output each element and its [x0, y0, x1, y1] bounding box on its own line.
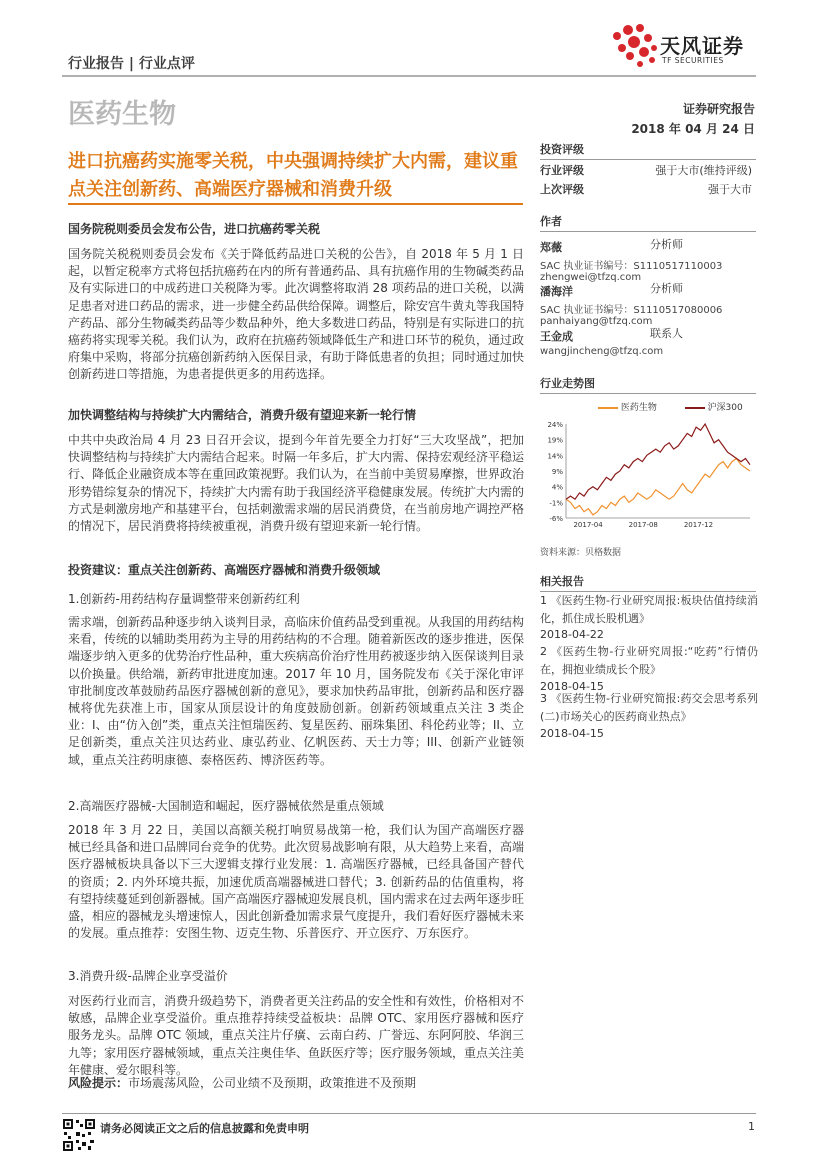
related-report-link[interactable]: 3 《医药生物-行业研究简报:药交会思考系列(二)市场关心的医药商业热点》	[540, 692, 758, 723]
related-report-date: 2018-04-15	[540, 680, 604, 693]
x-tick-label: 2017-08	[628, 521, 658, 529]
legend-swatch	[685, 407, 705, 409]
author-role: 分析师	[650, 282, 683, 295]
author-block	[540, 280, 756, 327]
authors-title: 作者	[540, 213, 756, 232]
risk-label: 风险提示：	[68, 1076, 129, 1090]
author-email[interactable]: zhengwei@tfzq.com	[540, 272, 642, 283]
chart-source: 资料来源：贝格数据	[540, 548, 622, 558]
related-report-date: 2018-04-22	[540, 628, 604, 641]
trend-title: 行业走势图	[540, 375, 756, 394]
y-tick-label: 9%	[551, 468, 563, 476]
report-date: 2018 年 04 月 24 日	[631, 122, 755, 136]
y-tick-label: 19%	[547, 436, 563, 445]
risk-text: 市场震荡风险，公司业绩不及预期，政策推进不及预期	[128, 1076, 417, 1090]
subsection-title: 3.消费升级-品牌企业享受溢价	[68, 969, 228, 983]
page-number: 1	[748, 1120, 755, 1133]
author-cert: SAC 执业证书编号：S1110517110003	[540, 261, 723, 272]
header-divider	[62, 75, 756, 77]
section-title: 国务院税则委员会发布公告，进口抗癌药零关税	[68, 222, 321, 236]
paragraph: 需求端，创新药品种逐步纳入谈判目录，高临床价值药品受到重视。从我国的用药结构来看，传统的以辅助类用药为主导的用药结构的不合理。随着新医改的逐步推进，医保端逐步纳入更多的优势治疗性品种，重大疾病高价治疗性用药被逐步纳入医保谈判目录以价换量。供给端，新药审批进度加速。2017 年 10 月，国务院发布《关于深化审评审批制度改革鼓励药品医疗器械创新的意见》，要求加快药品审批，创新药品和医疗器械将优先获准上市，国家从顶层设计的角度鼓励创新。创新药领域重点关注 3 类企业：I、由“仿入创”类，重点关注恒瑞医药、复星医药、丽珠集团、科伦药业等；II、立足创新类，重点关注贝达药业、康弘药业、亿帆医药、天士力等；III、创新产业链领域，重点关注药明康德、泰格医药、博济医药等。	[68, 615, 525, 767]
brand-name-en: TF SECURITIES	[662, 56, 724, 65]
author-role: 分析师	[650, 238, 683, 251]
rating-title: 投资评级	[540, 141, 756, 160]
author-block	[540, 325, 756, 357]
industry-rating-value: 强于大市(维持评级)	[655, 164, 752, 177]
y-tick-label: -6%	[549, 515, 563, 523]
paragraph: 国务院关税税则委员会发布《关于降低药品进口关税的公告》，自 2018 年 5 月 1 日起，以暂定税率方式将包括抗癌药在内的所有普通药品、具有抗癌作用的生物碱类药品及有实际进口的中成药进口关税降为零。此次调整将取消 28 项药品的进口关税，以满足患者对进口药品的需求，进一步健全药品供给保障。调整后，除安宫牛黄丸等我国特产药品、部分生物碱类药品等少数品种外，绝大多数进口药品，特别是有实际进口的抗癌药将实现零关税。我们认为，政府在抗癌药领域降低生产和进口环节的税负，通过政府集中采购，将部分抗癌创新药纳入医保目录，有助于降低患者的负担；同时通过加快创新药进口等措施，为患者提供更多的用药选择。	[68, 247, 525, 382]
y-tick-label: 4%	[551, 483, 563, 492]
trend-chart	[540, 418, 756, 540]
subsection-title: 2.高端医疗器械-大国制造和崛起，医疗器械依然是重点领域	[68, 799, 384, 813]
related-report-date: 2018-04-15	[540, 727, 604, 740]
prev-rating-value: 强于大市	[708, 183, 752, 196]
legend-label: 医药生物	[620, 403, 657, 413]
brand-name: 天风证券	[660, 34, 744, 58]
author-role: 联系人	[650, 327, 683, 340]
x-tick-label: 2017-04	[573, 521, 603, 529]
y-tick-label: -1%	[549, 499, 563, 508]
sector-title: 医药生物	[68, 99, 176, 130]
y-tick-label: 14%	[547, 452, 563, 461]
author-block	[540, 236, 756, 283]
risk-note	[68, 1075, 524, 1092]
chart-legend	[598, 400, 743, 413]
industry-rating-label: 行业评级	[540, 164, 584, 177]
prev-rating-label: 上次评级	[540, 183, 584, 196]
paragraph: 2018 年 3 月 22 日，美国以高额关税打响贸易战第一枪，我们认为国产高端医疗器械已经具备和进口品牌同台竞争的优势。此次贸易战影响有限，从大趋势上来看，高端医疗器械板块具备以下三大逻辑支撑行业发展：1. 高端医疗器械，已经具备国产替代的资质；2. 内外环境共振，加速优质高端器械进口替代；3. 创新药品的估值重构，将有望持续蔓延到创新器械。国产高端医疗器械迎发展良机，国内需求在过去两年逐步旺盛，相应的器械龙头增速惊人，因此创新叠加需求景气度提升，我们看好医疗器械未来的发展。重点推荐：安图生物、迈克生物、乐普医疗、开立医疗、万东医疗。	[68, 823, 525, 941]
industry-rating-row	[540, 162, 756, 178]
section-title: 加快调整结构与持续扩大内需结合，消费升级有望迎来新一轮行情	[68, 408, 417, 422]
headline: 进口抗癌药实施零关税，中央强调持续扩大内需，建议重点关注创新药、高端医疗器械和消费升级	[68, 151, 518, 200]
author-cert: SAC 执业证书编号：S1110517080006	[540, 305, 723, 316]
related-title: 相关报告	[540, 573, 756, 592]
prev-rating-row	[540, 181, 756, 197]
legend-label: 沪深300	[707, 403, 743, 413]
headline-divider	[68, 203, 523, 205]
x-tick-label: 2017-12	[683, 521, 714, 529]
report-type: 行业报告 | 行业点评	[68, 56, 195, 72]
author-email[interactable]: panhaiyang@tfzq.com	[540, 316, 653, 327]
qr-code-icon[interactable]	[62, 1118, 96, 1152]
section-title: 投资建议：重点关注创新药、高端医疗器械和消费升级领域	[68, 563, 381, 577]
paragraph: 中共中央政治局 4 月 23 日召开会议，提到今年首先要全力打好“三大攻坚战”，把加快调整结构与持续扩大内需结合起来。时隔一年多后，扩大内需、保持宏观经济平稳运行、降低企业融资成本等在重回政策视野。我们认为，在当前中美贸易摩擦，世界政治形势错综复杂的情况下，持续扩大内需有助于我国经济平稳健康发展。传统扩大内需的方式是刺激房地产和基建平台，包括刺激需求端的居民消费贷，在当前房地产调控严格的情况下，居民消费将持续被重视，消费升级有望迎来新一轮行情。	[68, 433, 525, 534]
y-tick-label: 24%	[547, 421, 563, 429]
related-report-link[interactable]: 1 《医药生物-行业研究周报:板块估值持续消化，抓住成长股机遇》	[540, 594, 758, 625]
footer-divider	[62, 1113, 756, 1114]
paragraph: 对医药行业而言，消费升级趋势下，消费者更关注药品的安全性和有效性，价格相对不敏感，品牌企业享受溢价。重点推荐持续受益板块：品牌 OTC、家用医疗器械和医疗服务龙头。品牌 OTC 领域，重点关注片仔癀、云南白药、广誉远、东阿阿胶、华润三九等；家用医疗器械领域，重点关注奥佳华、鱼跃医疗等；医疗服务领域，重点关注美年健康、爱尔眼科等。	[68, 994, 525, 1077]
legend-swatch	[598, 407, 618, 409]
author-name: 王金成	[540, 330, 573, 343]
author-name: 潘海洋	[540, 285, 573, 298]
author-name: 郑薇	[540, 241, 562, 254]
subsection-title: 1.创新药-用药结构存量调整带来创新药红利	[68, 592, 300, 606]
footer-disclaimer: 请务必阅读正文之后的信息披露和免责申明	[100, 1122, 309, 1135]
related-report-link[interactable]: 2 《医药生物-行业研究周报:“吃药”行情仍在，拥抱业绩成长个股》	[540, 645, 758, 676]
author-email[interactable]: wangjincheng@tfzq.com	[540, 346, 664, 357]
report-kind: 证券研究报告	[682, 102, 755, 116]
